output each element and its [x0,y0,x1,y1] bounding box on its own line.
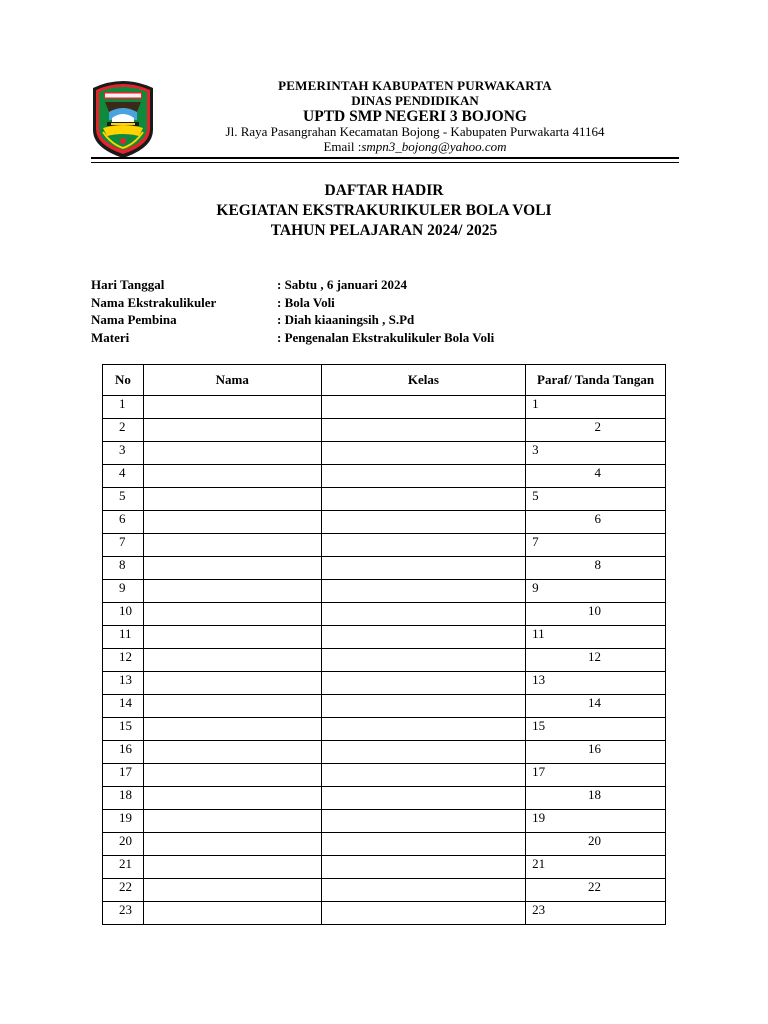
signature-cell[interactable] [526,488,666,511]
signature-cell[interactable] [526,764,666,787]
class-cell[interactable] [321,833,526,856]
signature-cell[interactable] [526,626,666,649]
info-label: Materi [91,329,130,345]
table-row [103,695,666,718]
signature-cell[interactable] [526,511,666,534]
government-name: PEMERINTAH KABUPATEN PURWAKARTA [278,78,552,93]
signature-number: 8 [594,557,601,572]
info-label: Hari Tanggal [91,277,165,292]
row-number: 20 [103,833,144,856]
header-nama: Nama [143,365,321,396]
row-number: 22 [103,879,144,902]
table-row [103,810,666,833]
signature-number: 2 [594,419,601,434]
table-row [103,511,666,534]
title-line-2: KEGIATAN EKSTRAKURIKULER BOLA VOLI [216,202,552,220]
signature-cell[interactable] [526,672,666,695]
info-row-material [91,329,494,347]
signature-cell[interactable] [526,695,666,718]
signature-cell[interactable] [526,465,666,488]
class-cell[interactable] [321,810,526,833]
row-number: 11 [103,626,144,649]
school-name: UPTD SMP NEGERI 3 BOJONG [303,108,527,126]
signature-number: 20 [588,833,601,848]
row-number: 7 [103,534,144,557]
signature-cell[interactable] [526,879,666,902]
table-row [103,833,666,856]
name-cell[interactable] [143,626,321,649]
header-no: No [103,365,144,396]
class-cell[interactable] [321,396,526,419]
signature-cell[interactable] [526,718,666,741]
class-cell[interactable] [321,603,526,626]
name-cell[interactable] [143,672,321,695]
document-title [0,181,768,241]
class-cell[interactable] [321,672,526,695]
table-header-row [103,365,666,396]
class-cell[interactable] [321,695,526,718]
name-cell[interactable] [143,603,321,626]
class-cell[interactable] [321,764,526,787]
row-number: 21 [103,856,144,879]
row-number: 10 [103,603,144,626]
signature-cell[interactable] [526,603,666,626]
signature-number: 6 [594,511,601,526]
row-number: 12 [103,649,144,672]
letterhead-rule-thin [91,162,679,163]
school-email [160,140,670,155]
info-label: Nama Pembina [91,312,177,327]
row-number: 3 [103,442,144,465]
table-row [103,856,666,879]
row-number: 14 [103,695,144,718]
signature-number: 7 [532,534,539,549]
row-number: 18 [103,787,144,810]
class-cell[interactable] [321,488,526,511]
signature-number: 22 [588,879,601,894]
signature-number: 10 [588,603,601,618]
attendance-table [102,364,666,925]
table-row [103,672,666,695]
class-cell[interactable] [321,856,526,879]
header-kelas: Kelas [321,365,526,396]
signature-number: 4 [594,465,601,480]
class-cell[interactable] [321,626,526,649]
class-cell[interactable] [321,649,526,672]
name-cell[interactable] [143,695,321,718]
signature-number: 13 [532,672,546,687]
regency-emblem [91,78,155,160]
signature-cell[interactable] [526,534,666,557]
info-value: : Bola Voli [277,294,335,310]
name-cell[interactable] [143,465,321,488]
table-row [103,396,666,419]
row-number: 15 [103,718,144,741]
department-name: DINAS PENDIDIKAN [351,92,479,108]
table-row [103,580,666,603]
signature-number: 19 [532,810,546,825]
row-number: 5 [103,488,144,511]
name-cell[interactable] [143,511,321,534]
signature-number: 18 [588,787,601,802]
table-row [103,534,666,557]
name-cell[interactable] [143,580,321,603]
name-cell[interactable] [143,856,321,879]
row-number: 4 [103,465,144,488]
row-number: 17 [103,764,144,787]
signature-number: 17 [532,764,546,779]
row-number: 23 [103,902,144,925]
name-cell[interactable] [143,810,321,833]
row-number: 6 [103,511,144,534]
info-label: Nama Ekstrakulikuler [91,294,217,310]
table-row [103,488,666,511]
table-row [103,787,666,810]
signature-cell[interactable] [526,741,666,764]
row-number: 2 [103,419,144,442]
signature-cell[interactable] [526,396,666,419]
signature-number: 14 [588,695,601,710]
signature-cell[interactable] [526,419,666,442]
class-cell[interactable] [321,419,526,442]
signature-cell[interactable] [526,580,666,603]
table-row [103,419,666,442]
row-number: 13 [103,672,144,695]
name-cell[interactable] [143,534,321,557]
class-cell[interactable] [321,557,526,580]
name-cell[interactable] [143,396,321,419]
class-cell[interactable] [321,511,526,534]
table-row [103,557,666,580]
info-row-coach [91,311,494,329]
signature-number: 11 [532,626,545,641]
row-number: 19 [103,810,144,833]
signature-cell[interactable] [526,557,666,580]
table-row [103,465,666,488]
row-number: 8 [103,557,144,580]
table-row [103,718,666,741]
class-cell[interactable] [321,787,526,810]
signature-cell[interactable] [526,787,666,810]
signature-number: 23 [532,902,546,917]
info-value: : Diah kiaaningsih , S.Pd [277,312,415,327]
info-row-extracurricular [91,294,494,312]
info-row-date [91,276,494,294]
email-label: Email : [323,139,362,154]
letterhead [160,79,670,155]
signature-cell[interactable] [526,902,666,925]
name-cell[interactable] [143,488,321,511]
name-cell[interactable] [143,902,321,925]
name-cell[interactable] [143,649,321,672]
attendance-rows [103,396,666,925]
signature-cell[interactable] [526,833,666,856]
name-cell[interactable] [143,718,321,741]
table-row [103,764,666,787]
table-row [103,741,666,764]
activity-info [91,276,494,346]
name-cell[interactable] [143,741,321,764]
letterhead-rule-thick [91,157,679,159]
signature-cell[interactable] [526,442,666,465]
signature-cell[interactable] [526,856,666,879]
email-address: smpn3_bojong@yahoo.com [361,139,507,154]
school-address: Jl. Raya Pasangrahan Kecamatan Bojong - Kabupaten Purwakarta 41164 [225,124,605,140]
name-cell[interactable] [143,442,321,465]
signature-number: 1 [532,396,539,411]
name-cell[interactable] [143,879,321,902]
row-number: 9 [103,580,144,603]
class-cell[interactable] [321,465,526,488]
name-cell[interactable] [143,557,321,580]
title-line-3: TAHUN PELAJARAN 2024/ 2025 [270,222,498,240]
row-number: 1 [103,396,144,419]
table-row [103,626,666,649]
signature-number: 9 [532,580,539,595]
signature-cell[interactable] [526,810,666,833]
name-cell[interactable] [143,787,321,810]
signature-number: 16 [588,741,601,756]
table-row [103,603,666,626]
class-cell[interactable] [321,580,526,603]
class-cell[interactable] [321,442,526,465]
class-cell[interactable] [321,879,526,902]
signature-number: 3 [532,442,539,457]
class-cell[interactable] [321,902,526,925]
name-cell[interactable] [143,764,321,787]
signature-cell[interactable] [526,649,666,672]
name-cell[interactable] [143,833,321,856]
class-cell[interactable] [321,534,526,557]
table-row [103,649,666,672]
info-value: : Sabtu , 6 januari 2024 [277,277,408,292]
table-row [103,902,666,925]
signature-number: 21 [532,856,546,871]
header-paraf: Paraf/ Tanda Tangan [526,365,666,396]
table-row [103,442,666,465]
title-line-1: DAFTAR HADIR [324,182,444,199]
class-cell[interactable] [321,718,526,741]
table-row [103,879,666,902]
name-cell[interactable] [143,419,321,442]
row-number: 16 [103,741,144,764]
signature-number: 15 [532,718,546,733]
signature-number: 12 [588,649,601,664]
info-value: : Pengenalan Ekstrakulikuler Bola Voli [277,329,495,345]
class-cell[interactable] [321,741,526,764]
signature-number: 5 [532,488,539,503]
